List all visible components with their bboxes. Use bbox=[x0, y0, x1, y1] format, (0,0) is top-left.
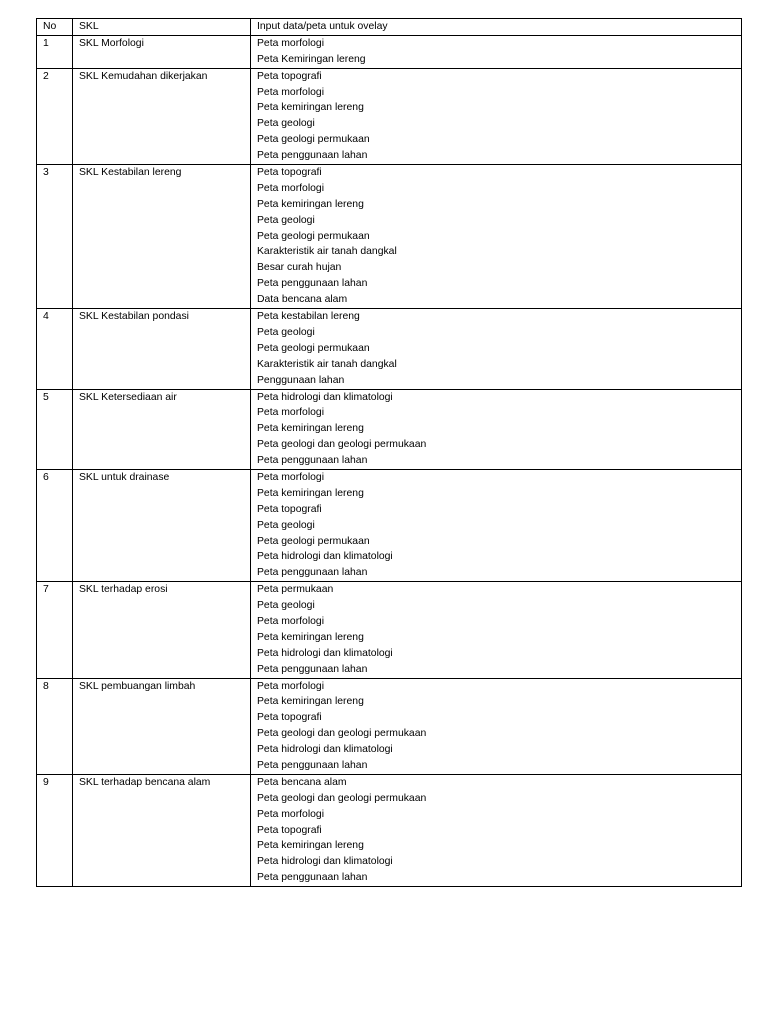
skl-name: SKL Kestabilan lereng bbox=[73, 165, 251, 309]
input-list bbox=[251, 774, 742, 886]
input-item: Peta hidrologi dan klimatologi bbox=[257, 744, 393, 756]
header-input: Input data/peta untuk ovelay bbox=[251, 19, 742, 36]
input-item: Peta geologi bbox=[257, 519, 315, 531]
input-item: Peta morfologi bbox=[257, 407, 324, 419]
input-list bbox=[251, 469, 742, 581]
table-row bbox=[37, 389, 742, 469]
skl-input-table bbox=[36, 18, 742, 887]
input-list bbox=[251, 165, 742, 309]
row-number: 1 bbox=[37, 35, 73, 68]
input-list bbox=[251, 309, 742, 389]
table-row bbox=[37, 35, 742, 68]
table-row bbox=[37, 774, 742, 886]
input-item: Peta penggunaan lahan bbox=[257, 567, 368, 579]
skl-name: SKL pembuangan limbah bbox=[73, 678, 251, 774]
input-item: Peta geologi permukaan bbox=[257, 535, 370, 547]
header-skl: SKL bbox=[73, 19, 251, 36]
input-item: Peta penggunaan lahan bbox=[257, 663, 368, 675]
input-item: Besar curah hujan bbox=[257, 262, 342, 274]
input-item: Peta topografi bbox=[257, 167, 322, 179]
table-row bbox=[37, 582, 742, 678]
input-item: Peta geologi bbox=[257, 214, 315, 226]
table-row bbox=[37, 165, 742, 309]
input-list bbox=[251, 582, 742, 678]
input-item: Peta geologi permukaan bbox=[257, 342, 370, 354]
input-list bbox=[251, 35, 742, 68]
skl-name: SKL terhadap bencana alam bbox=[73, 774, 251, 886]
input-item: Penggunaan lahan bbox=[257, 374, 345, 386]
table-header-row bbox=[37, 19, 742, 36]
input-item: Peta geologi permukaan bbox=[257, 230, 370, 242]
input-item: Peta kemiringan lereng bbox=[257, 696, 364, 708]
input-item: Peta morfologi bbox=[257, 615, 324, 627]
skl-name: SKL Kestabilan pondasi bbox=[73, 309, 251, 389]
row-number: 9 bbox=[37, 774, 73, 886]
row-number: 7 bbox=[37, 582, 73, 678]
input-item: Peta kemiringan lereng bbox=[257, 102, 364, 114]
input-item: Peta penggunaan lahan bbox=[257, 872, 368, 884]
input-item: Peta hidrologi dan klimatologi bbox=[257, 391, 393, 403]
input-item: Peta morfologi bbox=[257, 471, 324, 483]
input-item: Peta Kemiringan lereng bbox=[257, 53, 366, 65]
input-item: Peta kemiringan lereng bbox=[257, 631, 364, 643]
input-item: Peta hidrologi dan klimatologi bbox=[257, 551, 393, 563]
input-item: Peta morfologi bbox=[257, 86, 324, 98]
input-item: Peta geologi dan geologi permukaan bbox=[257, 439, 427, 451]
input-item: Peta penggunaan lahan bbox=[257, 455, 368, 467]
input-item: Peta permukaan bbox=[257, 584, 334, 596]
header-no: No bbox=[37, 19, 73, 36]
input-item: Karakteristik air tanah dangkal bbox=[257, 358, 397, 370]
input-item: Peta kestabilan lereng bbox=[257, 311, 360, 323]
input-item: Peta penggunaan lahan bbox=[257, 150, 368, 162]
table-row bbox=[37, 309, 742, 389]
input-item: Peta topografi bbox=[257, 712, 322, 724]
input-item: Peta geologi bbox=[257, 600, 315, 612]
input-list bbox=[251, 389, 742, 469]
input-item: Karakteristik air tanah dangkal bbox=[257, 246, 397, 258]
input-item: Peta kemiringan lereng bbox=[257, 840, 364, 852]
row-number: 3 bbox=[37, 165, 73, 309]
row-number: 5 bbox=[37, 389, 73, 469]
table-body bbox=[37, 35, 742, 886]
input-item: Peta kemiringan lereng bbox=[257, 423, 364, 435]
row-number: 2 bbox=[37, 68, 73, 164]
input-item: Peta penggunaan lahan bbox=[257, 278, 368, 290]
input-item: Peta hidrologi dan klimatologi bbox=[257, 856, 393, 868]
input-item: Peta geologi dan geologi permukaan bbox=[257, 792, 427, 804]
input-item: Peta geologi bbox=[257, 118, 315, 130]
skl-name: SKL Kemudahan dikerjakan bbox=[73, 68, 251, 164]
skl-name: SKL Morfologi bbox=[73, 35, 251, 68]
input-item: Peta kemiringan lereng bbox=[257, 198, 364, 210]
skl-name: SKL terhadap erosi bbox=[73, 582, 251, 678]
input-item: Peta morfologi bbox=[257, 182, 324, 194]
row-number: 8 bbox=[37, 678, 73, 774]
input-item: Peta topografi bbox=[257, 70, 322, 82]
input-item: Data bencana alam bbox=[257, 294, 348, 306]
input-item: Peta geologi permukaan bbox=[257, 134, 370, 146]
input-item: Peta bencana alam bbox=[257, 776, 347, 788]
input-item: Peta geologi dan geologi permukaan bbox=[257, 728, 427, 740]
input-list bbox=[251, 68, 742, 164]
input-item: Peta morfologi bbox=[257, 808, 324, 820]
input-item: Peta hidrologi dan klimatologi bbox=[257, 647, 393, 659]
table-row bbox=[37, 678, 742, 774]
input-item: Peta topografi bbox=[257, 503, 322, 515]
input-item: Peta penggunaan lahan bbox=[257, 759, 368, 771]
table-row bbox=[37, 68, 742, 164]
input-list bbox=[251, 678, 742, 774]
input-item: Peta morfologi bbox=[257, 37, 324, 49]
skl-name: SKL untuk drainase bbox=[73, 469, 251, 581]
input-item: Peta geologi bbox=[257, 326, 315, 338]
table-row bbox=[37, 469, 742, 581]
input-item: Peta morfologi bbox=[257, 680, 324, 692]
input-item: Peta kemiringan lereng bbox=[257, 487, 364, 499]
skl-name: SKL Ketersediaan air bbox=[73, 389, 251, 469]
row-number: 6 bbox=[37, 469, 73, 581]
input-item: Peta topografi bbox=[257, 824, 322, 836]
row-number: 4 bbox=[37, 309, 73, 389]
